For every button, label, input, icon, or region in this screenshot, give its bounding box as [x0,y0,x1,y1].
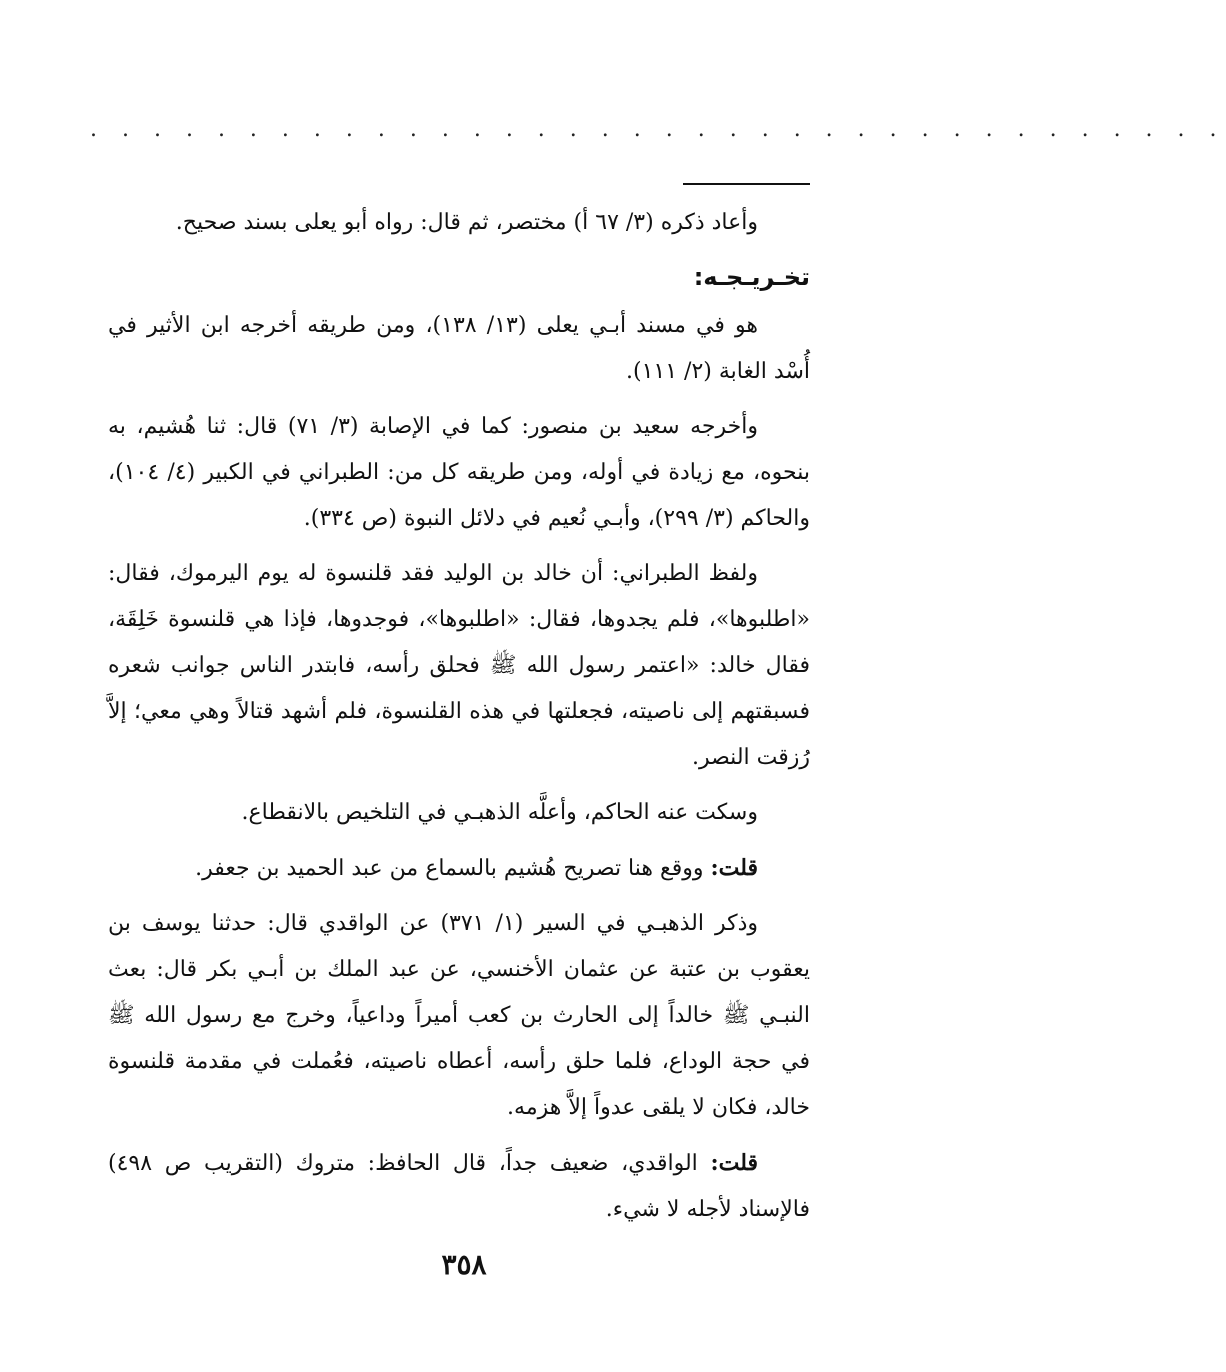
separator-dots: . . . . . . . . . . . . . . . . . . . . . . . . . . . . . . . . . . . . [90,117,1226,142]
paragraph-5-text: ووقع هنا تصريح هُشيم بالسماع من عبد الحميد بن جعفر. [195,856,711,881]
footnote-rule [683,183,810,185]
paragraph-7 [108,1140,810,1233]
paragraph-4: وسكت عنه الحاكم، وأعلَّه الذهبـي في التلخيص بالانقطاع. [241,800,758,825]
main-text [108,200,810,1242]
paragraph-7-text: الواقدي، ضعيف جداً، قال الحافظ: متروك (التقريب ص ٤٩٨) فالإسناد لأجله لا شيء. [108,1151,810,1222]
intro-line: وأعاد ذكره (٣/ ٦٧ أ) مختصر، ثم قال: رواه أبو يعلى بسند صحيح. [175,210,758,235]
section-heading: تخـريـجـه: [693,263,810,291]
paragraph-1: هو في مسند أبـي يعلى (١٣/ ١٣٨)، ومن طريقه أخرجه ابن الأثير في أُسْد الغابة (٢/ ١١١). [108,313,810,384]
paragraph-6: وذكر الذهبـي في السير (١/ ٣٧١) عن الواقدي قال: حدثنا يوسف بن يعقوب بن عتبة عن عثمان الأخنسي، عن عبد الملك بن أبـي بكر قال: بعث النبـي ﷺ خالداً إلى الحارث بن كعب أميراً وداعياً، وخرج مع رسول الله ﷺ في حجة الوداع، فلما حلق رأسه، أعطاه ناصيته، فعُملت في مقدمة قلنسوة خالد، فكان لا يلقى عدواً إلاَّ هزمه. [108,911,810,1120]
paragraph-5 [108,845,810,892]
paragraph-3: ولفظ الطبراني: أن خالد بن الوليد فقد قلنسوة له يوم اليرموك، فقال: «اطلبوها»، فلم يجدوها، فقال: «اطلبوها»، فوجدوها، فإذا هي قلنسوة خَلِقَة، فقال خالد: «اعتمر رسول الله ﷺ فحلق رأسه، فابتدر الناس جوانب شعره فسبقتهم إلى ناصيته، فجعلتها في هذه القلنسوة، فلم أشهد قتالاً وهي معي؛ إلاَّ رُزقت النصر. [108,561,810,770]
page-number: ٣٥٨ [441,1248,487,1281]
qultu-label-1: قلت: [710,855,758,881]
paragraph-2: وأخرجه سعيد بن منصور: كما في الإصابة (٣/ ٧١) قال: ثنا هُشيم، به بنحوه، مع زيادة في أوله، ومن طريقه كل من: الطبراني في الكبير (٤/ ١٠٤)، والحاكم (٣/ ٢٩٩)، وأبـي نُعيم في دلائل النبوة (ص ٣٣٤). [108,414,810,531]
qultu-label-2: قلت: [710,1150,758,1176]
